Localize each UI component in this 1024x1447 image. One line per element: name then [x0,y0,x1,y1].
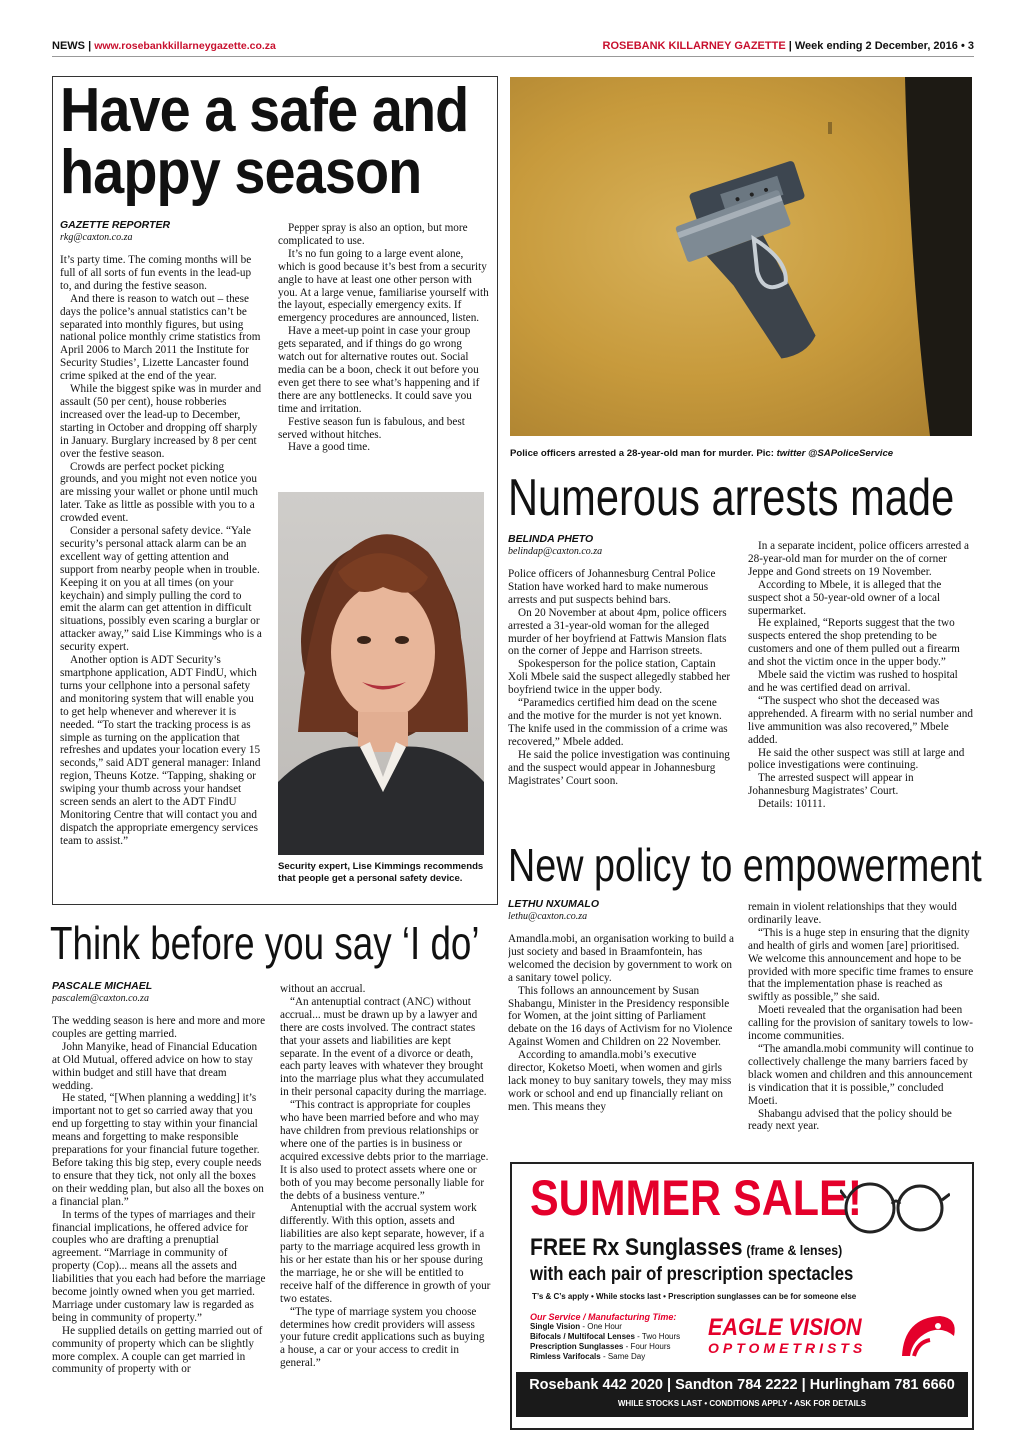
paragraph: Spokesperson for the police station, Captain Xoli Mbele said the suspect allegedly stabbed her boyfriend twice in the upper body. [508,658,731,697]
paragraph: It’s party time. The coming months will be full of all sorts of fun events in the lead-up to, and during the festive season. [60,254,252,292]
ad-service-time: - One Hour [582,1322,622,1331]
ad-line1 [530,1234,842,1262]
paragraph: remain in violent relationships that they would ordinarily leave. [748,901,957,926]
portrait-caption: Security expert, Lise Kimmings recommends that people get a personal safety device. [278,861,484,884]
ido-col1-text [52,1015,266,1376]
policy-col1 [508,898,734,1148]
safe-col1 [60,219,264,901]
safe-title [60,76,490,207]
policy-col2-text [748,901,974,1133]
section-label: NEWS [52,40,85,52]
ad-footer: WHILE STOCKS LAST • CONDITIONS APPLY • ASK FOR DETAILS [617,1399,867,1408]
safe-col1-text [60,254,264,848]
ad-service-time: - Two Hours [637,1332,681,1341]
portrait-photo [278,492,484,855]
paragraph: According to amandla.mobi’s executive director, Koketso Moeti, when women and girls lack money to buy sanitary towels, they may miss work or school and end up financially reliant on men. This means they [508,1049,732,1113]
arrests-title: Numerous arrests made [508,469,955,527]
paragraph: Consider a personal safety device. “Yale security’s personal attack alarm can be an excellent way of getting attention and support from nearby people when in trouble. Keeping it on you at all times (on your keychain) and simply pulling the cord to emit the alarm can get attention in difficult situations, possibly even scaring a burglar or attacker away,” said Lise Kimmings who is a security expert. [60,525,262,654]
policy-email[interactable]: lethu@caxton.co.za [508,911,588,922]
paragraph: Moeti revealed that the organisation had been calling for the provision of sanitary towels to low-income communities. [748,1004,973,1043]
paragraph: John Manyike, head of Financial Education at Old Mutual, offered advice on how to stay within budget and still have that dream wedding. [52,1040,258,1092]
paragraph: Antenuptial with the accrual system work differently. With this option, assets and liabilities are also kept separate, however, if a party to the marriage acquired less growth in his or her estate than his or her spouse during the marriage, he or she will be entitled to receive half of the difference in growth of your two estates. [280,1202,491,1305]
arrests-col2 [748,540,974,830]
paragraph: Mbele said the victim was rushed to hospital and he was certified dead on arrival. [748,669,958,694]
brand-subtitle: OPTOMETRISTS [708,1340,867,1356]
paragraph: He said the police investigation was continuing and the suspect would appear in Johannesburg Magistrates’ Court soon. [508,748,730,787]
safe-col2 [278,222,490,477]
arrests-col2-text [748,540,974,811]
issue-date: Week ending 2 December, 2016 • 3 [794,40,974,52]
paragraph: “The suspect who shot the deceased was apprehended. A firearm with no serial number and live ammunition was also recovered,” Mbele added. [748,694,973,746]
header-left: NEWS | www.rosebankkillarneygazette.co.za [52,40,276,52]
ad-service-row [530,1322,720,1332]
paragraph: Pepper spray is also an option, but more complicated to use. [278,222,468,247]
ad-line2: with each pair of prescription spectacles [530,1264,854,1285]
ad-service-name: Rimless Varifocals [530,1352,601,1361]
paragraph: Another option is ADT Security’s smartphone application, ADT FindU, which turns your cellphone into a personal safety and monitoring system that will enable you to get help whenever and wherever it is needed. “To start the tracking process is as simple as turning on the application that refreshes and updates your location every 15 seconds,” said ADT general manager: Inland region, Theuns Kotze. “Tapping, shaking or swiping your thumb across your handset screen sends an alert to the ADT FindU Monitoring Centre that will contact you and dispatch the appropriate emergency services team to assist.” [60,654,261,847]
safe-title-line2: happy season [60,138,422,207]
ad-service-name: Bifocals / Multifocal Lenses [530,1332,635,1341]
ad-service-name: Prescription Sunglasses [530,1342,624,1351]
ad-service-row [530,1342,720,1352]
paragraph: “This contract is appropriate for couples who have been married before and who may have children from previous relationships or where one of the parties is in business or acquired excessive debts prior to the marriage. It is also used to protect assets where one or both of you may become personally liable for the debts of a business venture.” [280,1099,489,1202]
ad-services [530,1312,720,1362]
ad-service-time: - Same Day [602,1352,646,1361]
ad-service-name: Single Vision [530,1322,581,1331]
paragraph: Shabangu advised that the policy should be ready next year. [748,1107,952,1133]
paragraph: Festive season fun is fabulous, and best served without hitches. [278,415,465,441]
paragraph: He explained, “Reports suggest that the two suspects entered the shop pretending to be customers and one of them pulled out a firearm and shot the victim once in the upper body.” [748,617,960,669]
paper-name: ROSEBANK KILLARNEY GAZETTE [602,40,786,52]
ad-service-time: - Four Hours [625,1342,671,1351]
ad-phone-bar [516,1372,968,1417]
ad-line1-small: (frame & lenses) [746,1242,843,1258]
paragraph: On 20 November at about 4pm, police officers arrested a 31-year-old woman for the alleged murder of her boyfriend at Fattwis Mansion flats on the corner of Jeppe and Harrison streets. [508,606,727,658]
paragraph: Have a good time. [288,441,371,454]
paragraph: Crowds are perfect pocket picking grounds, and you might not even notice you are missing your wallet or phone until much later. Take as little as possible with you to a crowded event. [60,460,258,525]
paragraph: Details: 10111. [758,798,826,811]
paragraph: Amandla.mobi, an organisation working to build a just society and based in Braamfontein, has welcomed the decision by government to work on a sanitary towel policy. [508,933,734,984]
site-url[interactable]: www.rosebankkillarneygazette.co.za [94,40,276,52]
ad-line1-main: FREE Rx Sunglasses [530,1234,743,1261]
gun-photo [510,77,972,436]
ido-col2-text [280,983,492,1370]
eagle-logo-icon [898,1312,958,1358]
safe-col2-text [278,222,490,454]
ad-headline: SUMMER SALE! [530,1170,863,1226]
paragraph: The wedding season is here and more and more couples are getting married. [52,1015,266,1040]
ad-service-row [530,1332,720,1342]
sunglasses-icon [840,1168,950,1238]
eagle-vision-logo-text [708,1316,879,1356]
header-right: ROSEBANK KILLARNEY GAZETTE | Week ending 2 December, 2016 • 3 [602,40,974,52]
paragraph: While the biggest spike was in murder and assault (50 per cent), house robberies increased over the lead-up to December, starting in October and dropping off sharply in January. Burglary increased by 8 per cent over the festive season. [60,383,262,460]
paragraph: He said the other suspect was still at large and police investigations were continuing. [748,746,965,772]
gun-caption-credit: twitter @SAPoliceService [776,448,894,459]
paragraph: “An antenuptial contract (ANC) without accrual... must be drawn up by a lawyer and there are costs involved. The contract states that your assets and liabilities are kept separate. In the event of a divorce or death, each party leaves with whatever they brought into the marriage plus what they accumulated in their personal capacity during the marriage. [280,995,487,1099]
arrests-email[interactable]: belindap@caxton.co.za [508,546,603,557]
paragraph: He stated, “[When planning a wedding] it’s important not to get so carried away that you end up forgetting to stay within your financial means and forgetting to make responsible preparations for your financial future together. Before taking this big step, every couple needs to ensure that they tick, not only all the boxes on their wedding plan, but also all the boxes on a financial plan.” [52,1092,264,1208]
safe-title-line1: Have a safe and [60,76,469,145]
policy-title: New policy to empowerment [508,839,982,891]
paragraph: In terms of the types of marriages and their financial implications, he offered advice for couples who are drafting a prenuptial agreement. “Marriage in community of property (Cop)... means all the assets and liabilities that you each had before the marriage become jointly owned when you get married. Marriage under customary law is regarded as being in community of property.” [52,1208,266,1324]
ido-byline: PASCALE MICHAEL [52,980,153,992]
ad-terms: T’s & C’s apply • While stocks last • Prescription sunglasses can be for someone else [532,1292,857,1301]
ad-service-row [530,1352,720,1362]
paragraph: And there is reason to watch out – these days the police’s annual statistics can’t be separated into monthly figures, but using national police monthly crime statistics from April 2006 to March 2011 the Institute for Security Studies’, Lizette Lancaster found crime spiked at the end of the year. [60,292,261,383]
paragraph: Police officers of Johannesburg Central Police Station have worked hard to make numerous arrests and put suspects behind bars. [508,568,716,606]
paragraph: It’s no fun going to a large event alone, which is good because it’s best from a security angle to have at least one other person with you. At a large venue, familiarise yourself with the layout, especially emergency exits. If emergency procedures are announced, listen. [278,247,489,325]
ad-phones[interactable]: Rosebank 442 2020 | Sandton 784 2222 | Hurlingham 781 6660 [529,1377,955,1393]
brand-name: EAGLE VISION [708,1314,862,1341]
paragraph: The arrested suspect will appear in Johannesburg Magistrates’ Court. [748,772,914,798]
safe-email[interactable]: rkg@caxton.co.za [60,232,133,243]
arrests-col1 [508,533,734,833]
policy-col1-text [508,933,734,1114]
paragraph: without an accrual. [280,983,366,995]
paragraph: This follows an announcement by Susan Shabangu, Minister in the Presidency responsible for Women, at the joint sitting of Parliament debate on the 16 days of Activism for no Violence Against Women and Children on 22 November. [508,984,733,1049]
paragraph: “The type of marriage system you choose determines how credit providers will assess your future credit applications such as buying a house, a car or your access to credit in general.” [280,1305,485,1370]
ido-title: Think before you say ‘I do’ [50,917,480,969]
paragraph: He supplied details on getting married out of community of property which can be slightly more complex. A couple can get married in community of property with or [52,1324,263,1376]
ad-service-title: Our Service / Manufacturing Time: [530,1312,677,1322]
ido-col1 [52,980,266,1430]
ido-col2 [280,983,492,1430]
arrests-byline: BELINDA PHETO [508,533,594,545]
gun-caption [510,448,972,460]
paragraph: In a separate incident, police officers arrested a 28-year-old man for murder on the of corner Jeppe and Gond streets on 19 November. [748,540,970,578]
paragraph: “This is a huge step in ensuring that the dignity and health of girls and women [are] prioritised. We welcome this announcement and hope to be provided with more specific time frames to ensure that the implementation phase is reached as swiftly as possible,” she said. [748,926,974,1004]
policy-byline: LETHU NXUMALO [508,898,599,910]
paragraph: Have a meet-up point in case your group gets separated, and if things do go wrong watch out for alternative routes out. Social media can be a boon, check it out before you even get there to see what’s happening and if there are any bottlenecks. It could save you time and irritation. [278,325,480,415]
gun-caption-text: Police officers arrested a 28-year-old man for murder. Pic: [510,448,777,459]
paragraph: “Paramedics certified him dead on the scene and the motive for the murder is not yet known. The knife used in the commission of a crime was recovered,” Mbele added. [508,697,728,748]
arrests-col1-text [508,568,734,787]
safe-byline: GAZETTE REPORTER [60,219,171,231]
paragraph: According to Mbele, it is alleged that the suspect shot a 50-year-old owner of a local supermarket. [748,578,942,617]
ido-email[interactable]: pascalem@caxton.co.za [52,993,149,1004]
paragraph: “The amandla.mobi community will continue to collectively challenge the many barriers faced by black women and children and this announcement is vindication that it is possible,” concluded Moeti. [748,1042,974,1107]
policy-col2 [748,901,974,1146]
